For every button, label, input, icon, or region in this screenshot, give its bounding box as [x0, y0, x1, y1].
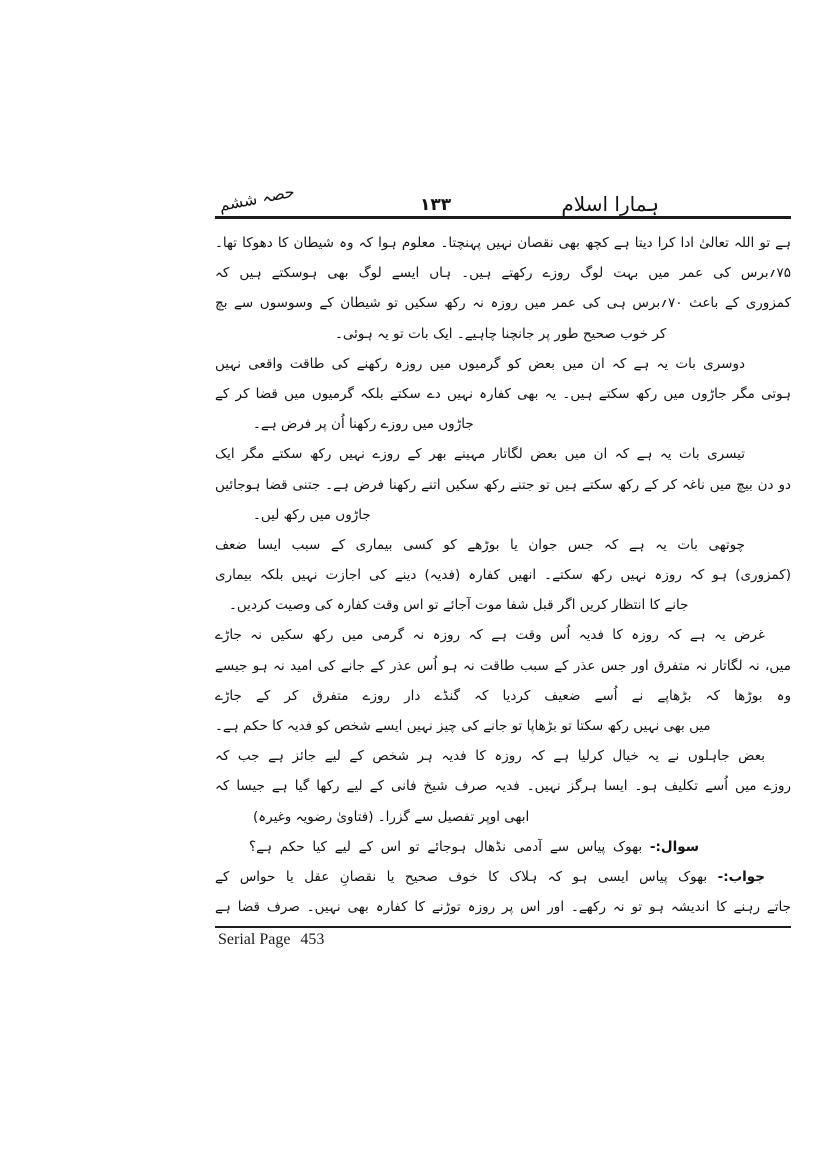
text-line: بعض جاہلوں نے یہ خیال کرلیا ہے کہ روزہ کا فدیہ ہر شخص کے لیے جائز ہے جب کہ — [215, 748, 765, 765]
text-line: کر خوب صحیح طور پر جانچنا چاہیے۔ ایک بات تو یہ ہوئی۔ — [335, 325, 667, 342]
text-line: ہوتی مگر جاڑوں میں رکھ سکتے ہیں۔ یہ بھی کفارہ نہیں دے سکتے بلکہ گرمیوں میں قضا کر کے — [215, 385, 791, 402]
page-content — [215, 182, 791, 949]
text-line: میں، نہ لگاتار نہ متفرق اور جس عذر کے سبب طاقت نہ ہو اُس عذر کے جانے کی امید نہ ہو جیسے — [215, 657, 791, 674]
text-line: تیسری بات یہ ہے کہ ان میں بعض لگاتار مہینے بھر کے روزے نہیں رکھ سکتے مگر ایک — [215, 446, 745, 463]
section-title: حصہ ششم — [217, 181, 297, 215]
text-line: چوتھی بات یہ ہے کہ جس جوان یا بوڑھے کو کسی بیماری کے سبب ایسا ضعف — [215, 536, 745, 553]
text-line: میں بھی نہیں رکھ سکتا تو بڑھاپا تو جانے کی چیز نہیں ایسے شخص کو فدیہ کا حکم ہے۔ — [215, 718, 711, 734]
answer-label: جواب:- — [717, 868, 765, 885]
answer-line: جواب:- بھوک پیاس ایسی ہو کہ ہلاک کا خوف صحیح یا نقصانِ عقل یا حواس کے — [215, 868, 765, 885]
book-title: ہمارا اسلام — [561, 192, 659, 216]
footer-rule — [215, 926, 791, 928]
question-line: سوال:- بھوک پیاس سے آدمی نڈھال ہوجائے تو اس کے لیے کیا حکم ہے؟ — [249, 838, 699, 855]
serial-page-label: Serial Page — [218, 931, 291, 949]
body-text — [215, 228, 791, 922]
text-line: جاڑوں میں روزے رکھنا اُن پر فرض ہے۔ — [253, 416, 474, 433]
text-line: جاڑوں میں رکھ لیں۔ — [253, 506, 371, 523]
serial-page-number: 453 — [300, 931, 325, 949]
text-line: غرض یہ ہے کہ روزہ کا فدیہ اُس وقت ہے کہ روزہ نہ گرمی میں رکھ سکیں نہ جاڑے — [215, 627, 765, 644]
text-line: جانے کا انتظار کریں اگر قبل شفا موت آجائے تو اس وقت کفارہ کی وصیت کردیں۔ — [229, 597, 689, 614]
question-label: سوال:- — [649, 838, 699, 855]
text-line: (کمزوری) ہو کہ روزہ نہیں رکھ سکتے۔ انھیں کفارہ (فدیہ) دینے کی اجازت نہیں بلکہ بیماری — [215, 567, 791, 584]
text-line: کمزوری کے باعث ۷۰؍برس ہی کی عمر میں روزہ نہ رکھ سکیں تو شیطان کے وسوسوں سے بچ — [215, 295, 792, 312]
text-line: دوسری بات یہ ہے کہ ان میں بعض کو گرمیوں میں روزہ رکھنے کی طاقت واقعی نہیں — [215, 355, 745, 372]
text-line: روزے میں اُسے تکلیف ہو۔ ایسا ہرگز نہیں۔ فدیہ صرف شیخ فانی کے لیے رکھا گیا ہے جیسا کہ — [215, 778, 791, 795]
text-line: جاتے رہنے کا اندیشہ ہو تو نہ رکھے۔ اور اس پر روزہ توڑنے کا کفارہ بھی نہیں۔ صرف قضا ہے — [215, 899, 791, 916]
text-line: ابھی اوپر تفصیل سے گزرا۔ (فتاویٰ رضویہ وغیرہ) — [253, 808, 530, 825]
text-line: ۷۵؍برس کی عمر میں بہت لوگ روزے رکھتے ہیں۔ ہاں ایسے لوگ بھی ہوسکتے ہیں کہ — [215, 265, 791, 282]
header-rule — [215, 216, 791, 219]
text-line: دو دن بیچ میں ناغہ کر کے رکھ سکتے ہیں تو جتنے رکھ سکیں اتنے رکھنا فرض ہے۔ جتنی قضا ہوجائیں — [215, 476, 791, 493]
serial-page — [215, 931, 791, 949]
page-header — [215, 182, 791, 216]
page-number-urdu: ۱۳۳ — [420, 195, 452, 215]
text-line: ہے تو اللہ تعالیٰ ادا کرا دیتا ہے کچھ بھی نقصان نہیں پہنچتا۔ معلوم ہوا کہ وہ شیطان کا دھوکا تھا۔ — [215, 235, 791, 251]
text-line: وہ بوڑھا کہ بڑھاپے نے اُسے ضعیف کردیا کہ گنڈے دار روزے متفرق کر کے جاڑے — [215, 687, 791, 704]
